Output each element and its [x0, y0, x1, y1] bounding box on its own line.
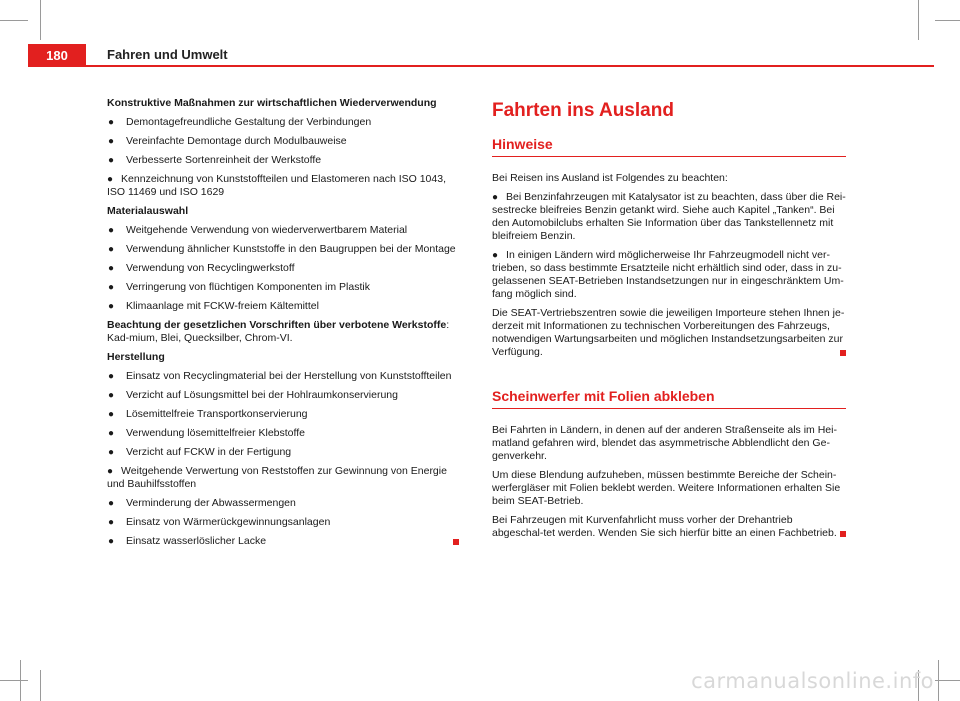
paragraph: Die SEAT-Vertriebszentren sowie die jeweiligen Importeure stehen Ihnen je-derzeit mit Informationen zu technischen Vorbereitungen des Fahrzeugs, notwendigen Wartungsarbeiten und möglichen Instandsetzungsarbeiten zur Verfügung. — [492, 307, 845, 358]
section-heading: Hinweise — [492, 135, 846, 157]
left-column — [107, 97, 459, 554]
section-title: Konstruktive Maßnahmen zur wirtschaftlichen Wiederverwendung — [107, 97, 437, 109]
list-item: ● Verzicht auf FCKW in der Fertigung — [108, 446, 292, 458]
crop-mark — [20, 660, 21, 701]
list-item: ● Verzicht auf Lösungsmittel bei der Hohlraumkonservierung — [108, 389, 398, 401]
list-item: ● Vereinfachte Demontage durch Modulbauweise — [108, 135, 347, 147]
right-column — [492, 97, 846, 546]
list-item: ● Demontagefreundliche Gestaltung der Verbindungen — [108, 116, 372, 128]
list-item: ● Weitgehende Verwertung von Reststoffen zur Gewinnung von Energie und Bauhilfsstoffen — [107, 465, 447, 490]
crop-mark — [935, 20, 960, 21]
list-item: ● Verwendung ähnlicher Kunststoffe in den Baugruppen bei der Montage — [108, 243, 456, 255]
list-item: ● Weitgehende Verwendung von wiederverwertbarem Material — [108, 224, 408, 236]
paragraph: Bei Fahrzeugen mit Kurvenfahrlicht muss vorher der Drehantrieb abgeschal-tet werden. Wenden Sie sich hierfür bitte an einen Fachbetrieb. — [492, 514, 846, 540]
crop-mark — [40, 0, 41, 40]
list-item: ● Verminderung der Abwassermengen — [108, 497, 296, 509]
section-heading: Scheinwerfer mit Folien abkleben — [492, 387, 846, 409]
crop-mark — [0, 20, 28, 21]
section-title: Herstellung — [107, 351, 165, 363]
list-item: ● Verwendung von Recyclingwerkstoff — [108, 262, 295, 274]
crop-mark — [0, 680, 28, 681]
section-title: Materialauswahl — [107, 205, 189, 217]
section-end-marker — [453, 539, 459, 545]
page-header — [28, 44, 934, 67]
list-item: ● Verbesserte Sortenreinheit der Werkstoffe — [108, 154, 322, 166]
paragraph: Bei Fahrten in Ländern, in denen auf der anderen Straßenseite als im Hei-matland gefahren wird, blendet das asymmetrische Abblendlicht den Ge-genverkehr. — [492, 424, 837, 462]
crop-mark — [938, 660, 939, 701]
paragraph: Um diese Blendung aufzuheben, müssen bestimmte Bereiche der Schein-werfergläser mit Folien beklebt werden. Weitere Informationen erhalten Sie beim SEAT-Betrieb. — [492, 469, 841, 507]
list-item: ● Verringerung von flüchtigen Komponenten im Plastik — [108, 281, 370, 293]
list-item: ● Klimaanlage mit FCKW-freiem Kältemittel — [108, 300, 319, 312]
list-item: ● Einsatz von Wärmerückgewinnungsanlagen — [108, 516, 331, 528]
regulation-paragraph: Beachtung der gesetzlichen Vorschriften über verbotene Werkstoffe: Kad-mium, Blei, Quecksilber, Chrom-VI. — [107, 319, 450, 344]
list-item: ● Einsatz von Recyclingmaterial bei der Herstellung von Kunststoffteilen — [108, 370, 452, 382]
header-rule — [86, 65, 934, 67]
list-item: ● Kennzeichnung von Kunststoffteilen und Elastomeren nach ISO 1043, ISO 11469 und ISO 1629 — [107, 173, 446, 198]
page-number: 180 — [28, 44, 86, 67]
list-item: ● Einsatz wasserlöslicher Lacke — [107, 535, 459, 548]
section-end-marker — [840, 350, 846, 356]
crop-mark — [918, 0, 919, 40]
list-item: ● In einigen Ländern wird möglicherweise Ihr Fahrzeugmodell nicht ver-trieben, so dass bestimmte Ersatzteile nicht erhältlich sind oder, dass in zu-gelassenen SEAT-Betrieben Instandsetzungen nur in eingeschränktem Um-fang möglich sind. — [492, 249, 844, 300]
list-item: ● Lösemittelfreie Transportkonservierung — [108, 408, 308, 420]
watermark: carmanualsonline.info — [691, 669, 934, 693]
list-item: ● Verwendung lösemittelfreier Klebstoffe — [108, 427, 305, 439]
header-title: Fahren und Umwelt — [107, 47, 228, 62]
section-end-marker — [840, 531, 846, 537]
crop-mark — [40, 670, 41, 701]
intro-paragraph: Bei Reisen ins Ausland ist Folgendes zu beachten: — [492, 172, 728, 184]
chapter-title: Fahrten ins Ausland — [492, 100, 674, 121]
list-item: ● Bei Benzinfahrzeugen mit Katalysator ist zu beachten, dass über die Rei-sestrecke bleifreies Benzin getankt wird. Siehe auch Kapitel „Tanken“. Bei den Automobilclubs erhalten Sie Information über das Tankstellennetz mit bleifreiem Benzin. — [492, 191, 846, 242]
